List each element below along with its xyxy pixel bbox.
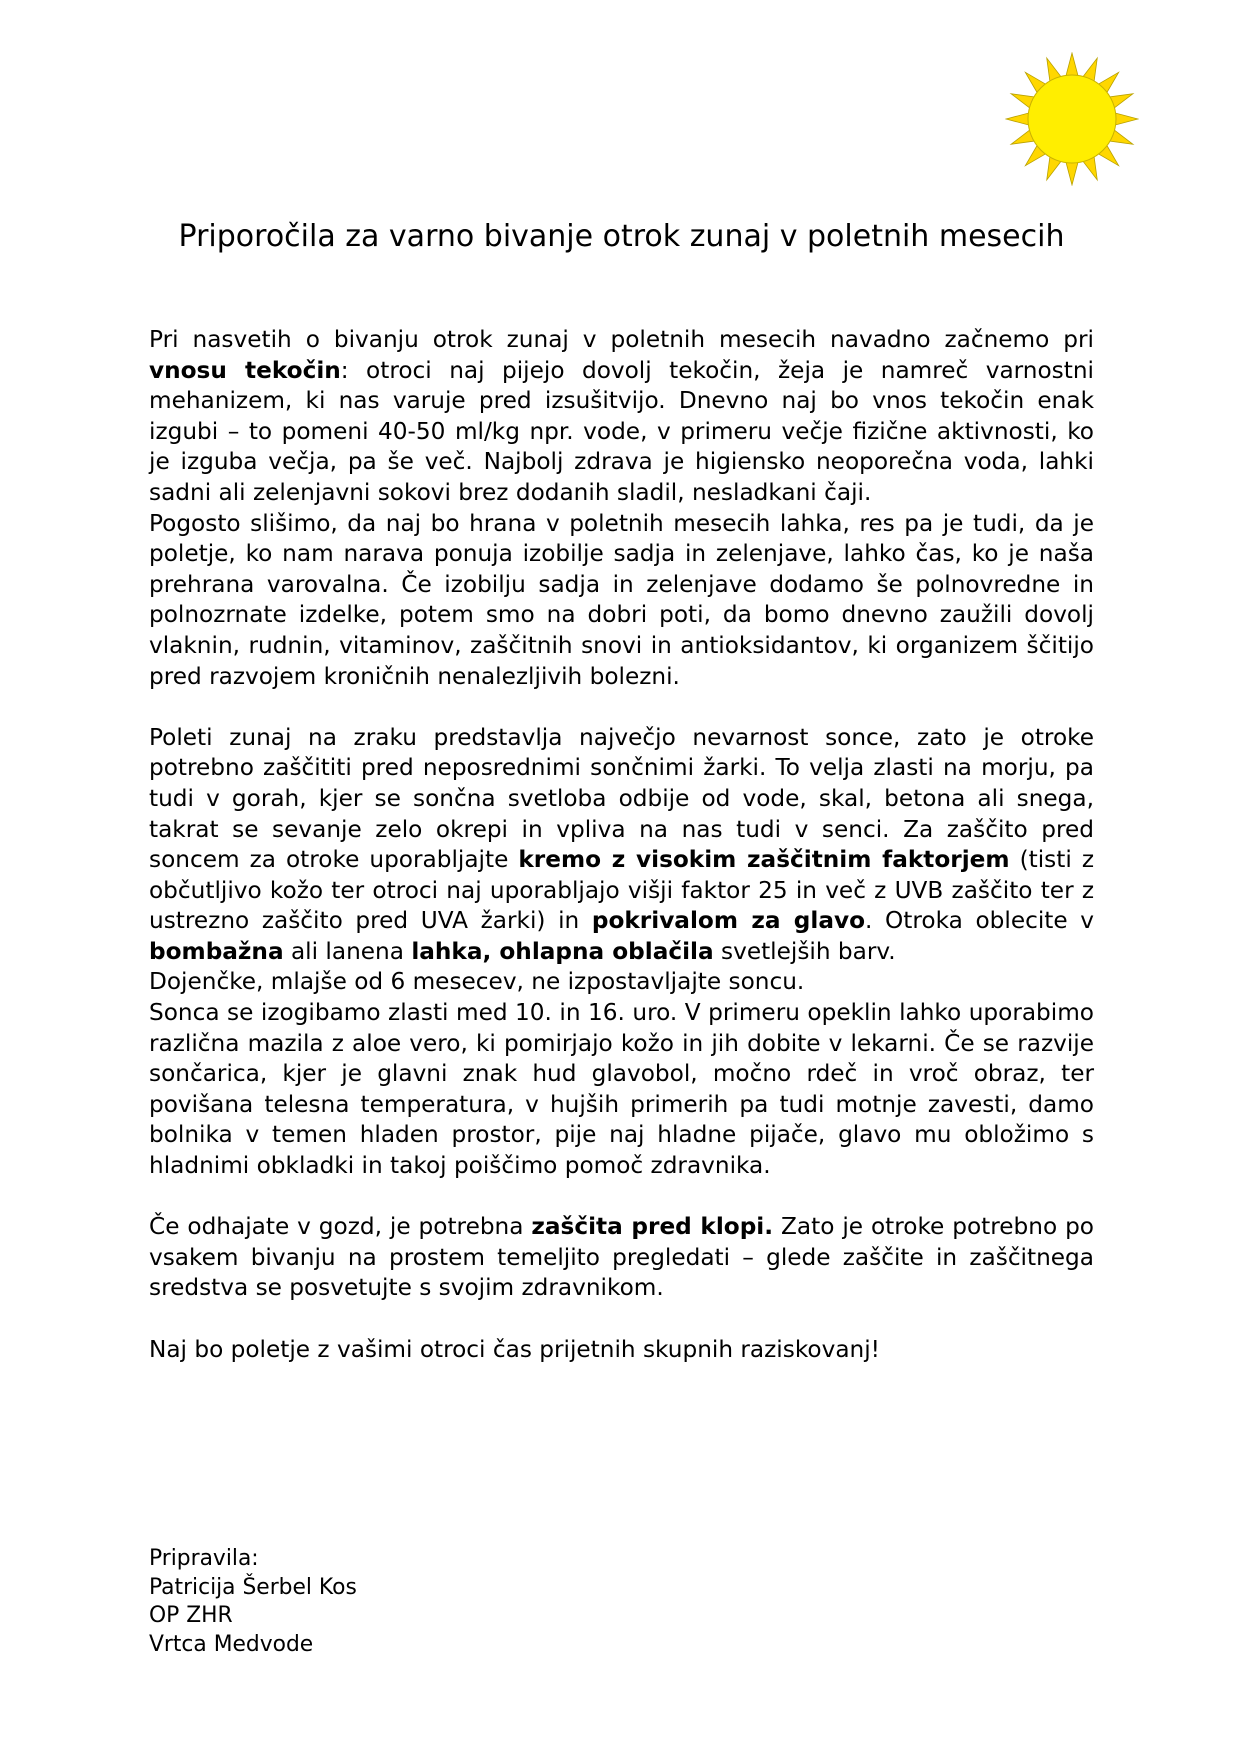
- emphasis-fluid-intake: vnosu tekočin: [149, 356, 341, 384]
- paragraph-nutrition: Pogosto slišimo, da naj bo hrana v poletnih mesecih lahka, res pa je tudi, da je poletje, ko nam narava ponuja izobilje sadja in zelenjave, lahko čas, ko je naša prehrana varovalna. Če izobilju sadja in zelenjave dodamo še polnovredne in polnozrnate izdelke, potem smo na dobri poti, da bomo dnevno zaužili dovolj vlaknin, rudnin, vitaminov, zaščitnih snovi in antioksidantov, ki organizem ščitijo pred razvojem kroničnih nenalezljivih bolezni.: [149, 509, 1094, 690]
- emphasis-cotton: bombažna: [149, 937, 284, 965]
- paragraph-closing: Naj bo poletje z vašimi otroci čas prijetnih skupnih raziskovanj!: [149, 1335, 880, 1363]
- signature-label: Pripravila:: [149, 1546, 259, 1571]
- emphasis-headwear: pokrivalom za glavo: [591, 907, 866, 935]
- document-body: [149, 325, 1094, 1365]
- signature-org: OP ZHR: [149, 1603, 233, 1628]
- emphasis-clothing: lahka, ohlapna oblačila: [411, 937, 714, 965]
- sun-icon: [1005, 52, 1139, 186]
- paragraph-sun-protection: Poleti zunaj na zraku predstavlja največjo nevarnost sonce, zato je otroke potrebno zaščititi pred neposrednimi sončnimi žarki. To velja zlasti na morju, pa tudi v gorah, kjer se sončna svetloba odbije od vode, skal, betona ali snega, takrat se sevanje zelo okrepi in vpliva na nas tudi v senci. Za zaščito pred soncem za otroke uporabljajte kremo z visokim zaščitnim faktorjem (tisti z občutljivo kožo ter otroci naj uporabljajo višji faktor 25 in več z UVB zaščito ter z ustrezno zaščito pred UVA žarki) in pokrivalom za glavo. Otroka oblecite v bombažna ali lanena lahka, ohlapna oblačila svetlejših barv.: [149, 723, 1094, 965]
- emphasis-sunscreen: kremo z visokim zaščitnim faktorjem: [518, 846, 1010, 874]
- paragraph-infants: Dojenčke, mlajše od 6 mesecev, ne izpostavljajte soncu.: [149, 968, 805, 996]
- paragraph-ticks: Če odhajate v gozd, je potrebna zaščita pred klopi. Zato je otroke potrebno po vsakem bivanju na prostem temeljito pregledati – glede zaščite in zaščitnega sredstva se posvetujte s svojim zdravnikom.: [149, 1213, 1094, 1302]
- signature-name: Patricija Šerbel Kos: [149, 1574, 357, 1600]
- paragraph-sunstroke: Sonca se izogibamo zlasti med 10. in 16. uro. V primeru opeklin lahko uporabimo različna mazila z aloe vero, ki pomirjajo kožo in jih dobite v lekarni. Če se razvije sončarica, kjer je glavni znak hud glavobol, močno rdeč in vroč obraz, ter povišana telesna temperatura, v hujših primerih pa tudi motnje zavesti, damo bolnika v temen hladen prostor, pije naj hladne pijače, glavo mu obložimo s hladnimi obkladki in takoj poiščimo pomoč zdravnika.: [149, 999, 1094, 1180]
- paragraph-fluids: Pri nasvetih o bivanju otrok zunaj v poletnih mesecih navadno začnemo pri vnosu tekočin: otroci naj pijejo dovolj tekočin, žeja je namreč varnostni mehanizem, ki nas varuje pred izsušitvijo. Dnevno naj bo vnos tekočin enak izgubi – to pomeni 40-50 ml/kg npr. vode, v primeru večje fizične aktivnosti, ko je izguba večja, pa še več. Najbolj zdrava je higiensko neoporečna voda, lahki sadni ali zelenjavni sokovi brez dodanih sladil, nesladkani čaji.: [149, 326, 1094, 506]
- signature-unit: Vrtca Medvode: [149, 1631, 314, 1657]
- page-title: Priporočila za varno bivanje otrok zunaj v poletnih mesecih: [178, 219, 1065, 254]
- emphasis-ticks: zaščita pred klopi.: [531, 1213, 774, 1241]
- signature-block: [149, 1545, 357, 1659]
